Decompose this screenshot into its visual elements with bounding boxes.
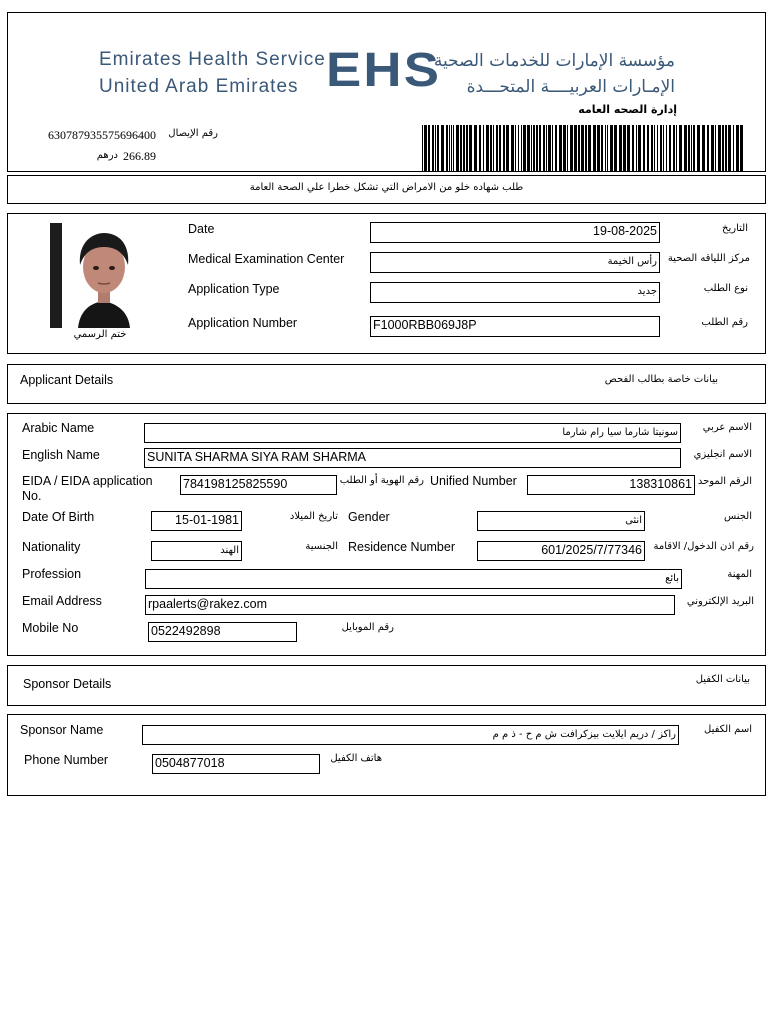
date-field[interactable]: 19-08-2025: [370, 222, 660, 243]
sponsor-phone-field[interactable]: 0504877018: [152, 754, 320, 774]
applicant-photo: [50, 223, 157, 328]
eida-label-line2: No.: [22, 489, 42, 503]
unified-label-ar: الرقم الموحد: [697, 476, 752, 487]
eida-label-ar: رقم الهوية أو الطلب: [339, 475, 424, 486]
type-field[interactable]: جديد: [370, 282, 660, 303]
gender-label: Gender: [348, 510, 390, 524]
mobile-label: Mobile No: [22, 621, 79, 635]
sponsor-name-field[interactable]: راكز / دريم ايلايت بيزكرافت ش م ح - ذ م م: [142, 725, 679, 745]
unified-label: Unified Number: [430, 474, 517, 488]
amount: 266.89: [123, 149, 156, 163]
applicant-panel: [7, 413, 766, 656]
english-name-label: English Name: [22, 448, 100, 462]
form-title-ar: طلب شهاده خلو من الامراض التي تشكل خطرا علي الصحة العامة: [249, 182, 524, 193]
receipt-number: 630787935575696400: [48, 128, 156, 142]
profession-label: Profession: [22, 567, 82, 581]
arabic-name-label: Arabic Name: [22, 421, 95, 435]
form-title-panel: [7, 175, 766, 204]
sponsor-section-title: Sponsor Details: [23, 677, 112, 691]
currency-ar: درهم: [96, 150, 118, 161]
residence-label: Residence Number: [348, 540, 455, 554]
nationality-label-ar: الجنسية: [305, 541, 338, 552]
type-label: Application Type: [188, 282, 280, 296]
email-field[interactable]: rpaalerts@rakez.com: [145, 595, 675, 615]
app-number-label-ar: رقم الطلب: [701, 317, 748, 328]
header-panel: [7, 12, 766, 172]
date-label-ar: التاريخ: [722, 223, 748, 234]
mobile-label-ar: رقم الموبايل: [341, 622, 394, 633]
org-name-en-line1: Emirates Health Service: [99, 49, 326, 70]
stamp-caption-ar: ختم الرسمي: [73, 329, 127, 340]
email-label: Email Address: [22, 594, 102, 608]
receipt-label-ar: رقم الإيصال: [168, 128, 218, 139]
type-label-ar: نوع الطلب: [703, 283, 748, 294]
gender-label-ar: الجنس: [723, 511, 752, 522]
arabic-name-field[interactable]: سونيتا شارما سيا رام شارما: [144, 423, 681, 443]
gender-field[interactable]: انثى: [477, 511, 645, 531]
eida-label-line1: EIDA / EIDA application: [22, 474, 153, 488]
mobile-field[interactable]: 0522492898: [148, 622, 297, 642]
residence-label-ar: رقم اذن الدخول/ الاقامة: [653, 541, 754, 552]
residence-field[interactable]: 601/2025/7/77346: [477, 541, 645, 561]
date-label: Date: [188, 222, 215, 236]
sponsor-phone-label: Phone Number: [24, 753, 109, 767]
eida-field[interactable]: 784198125825590: [180, 475, 337, 495]
dob-label: Date Of Birth: [22, 510, 95, 524]
arabic-name-label-ar: الاسم عربي: [702, 422, 752, 433]
barcode: [422, 125, 744, 171]
department-ar: إدارة الصحه العامه: [578, 103, 677, 116]
applicant-section-title: Applicant Details: [20, 373, 114, 387]
ehs-logo: EHS: [326, 44, 442, 97]
org-name-ar-line2: الإمـارات العربيــــة المتحـــدة: [466, 77, 675, 97]
english-name-field[interactable]: SUNITA SHARMA SIYA RAM SHARMA: [144, 448, 681, 468]
center-label: Medical Examination Center: [188, 252, 345, 266]
sponsor-name-label-ar: اسم الكفيل: [704, 724, 752, 735]
app-number-label: Application Number: [188, 316, 298, 330]
profession-label-ar: المهنة: [727, 569, 752, 580]
sponsor-section-header: [7, 665, 766, 706]
org-name-ar-line1: مؤسسة الإمارات للخدمات الصحية: [433, 51, 675, 71]
sponsor-section-title-ar: بيانات الكفيل: [695, 674, 750, 685]
nationality-field[interactable]: الهند: [151, 541, 242, 561]
center-label-ar: مركز اللياقه الصحية: [667, 253, 750, 264]
dob-label-ar: تاريخ الميلاد: [289, 511, 338, 522]
sponsor-panel: [7, 714, 766, 796]
application-panel: [7, 213, 766, 354]
dob-field[interactable]: 15-01-1981: [151, 511, 242, 531]
center-field[interactable]: رأس الخيمة: [370, 252, 660, 273]
sponsor-name-label: Sponsor Name: [20, 723, 104, 737]
nationality-label: Nationality: [22, 540, 81, 554]
sponsor-phone-label-ar: هاتف الكفيل: [330, 753, 382, 764]
applicant-section-title-ar: بيانات خاصة بطالب الفحص: [604, 374, 718, 385]
email-label-ar: البريد الإلكتروني: [686, 596, 754, 607]
profession-field[interactable]: بائع: [145, 569, 682, 589]
applicant-section-header: [7, 364, 766, 404]
unified-field[interactable]: 138310861: [527, 475, 695, 495]
english-name-label-ar: الاسم انجليزي: [693, 449, 752, 460]
app-number-field[interactable]: F1000RBB069J8P: [370, 316, 660, 337]
org-name-en-line2: United Arab Emirates: [99, 76, 299, 97]
